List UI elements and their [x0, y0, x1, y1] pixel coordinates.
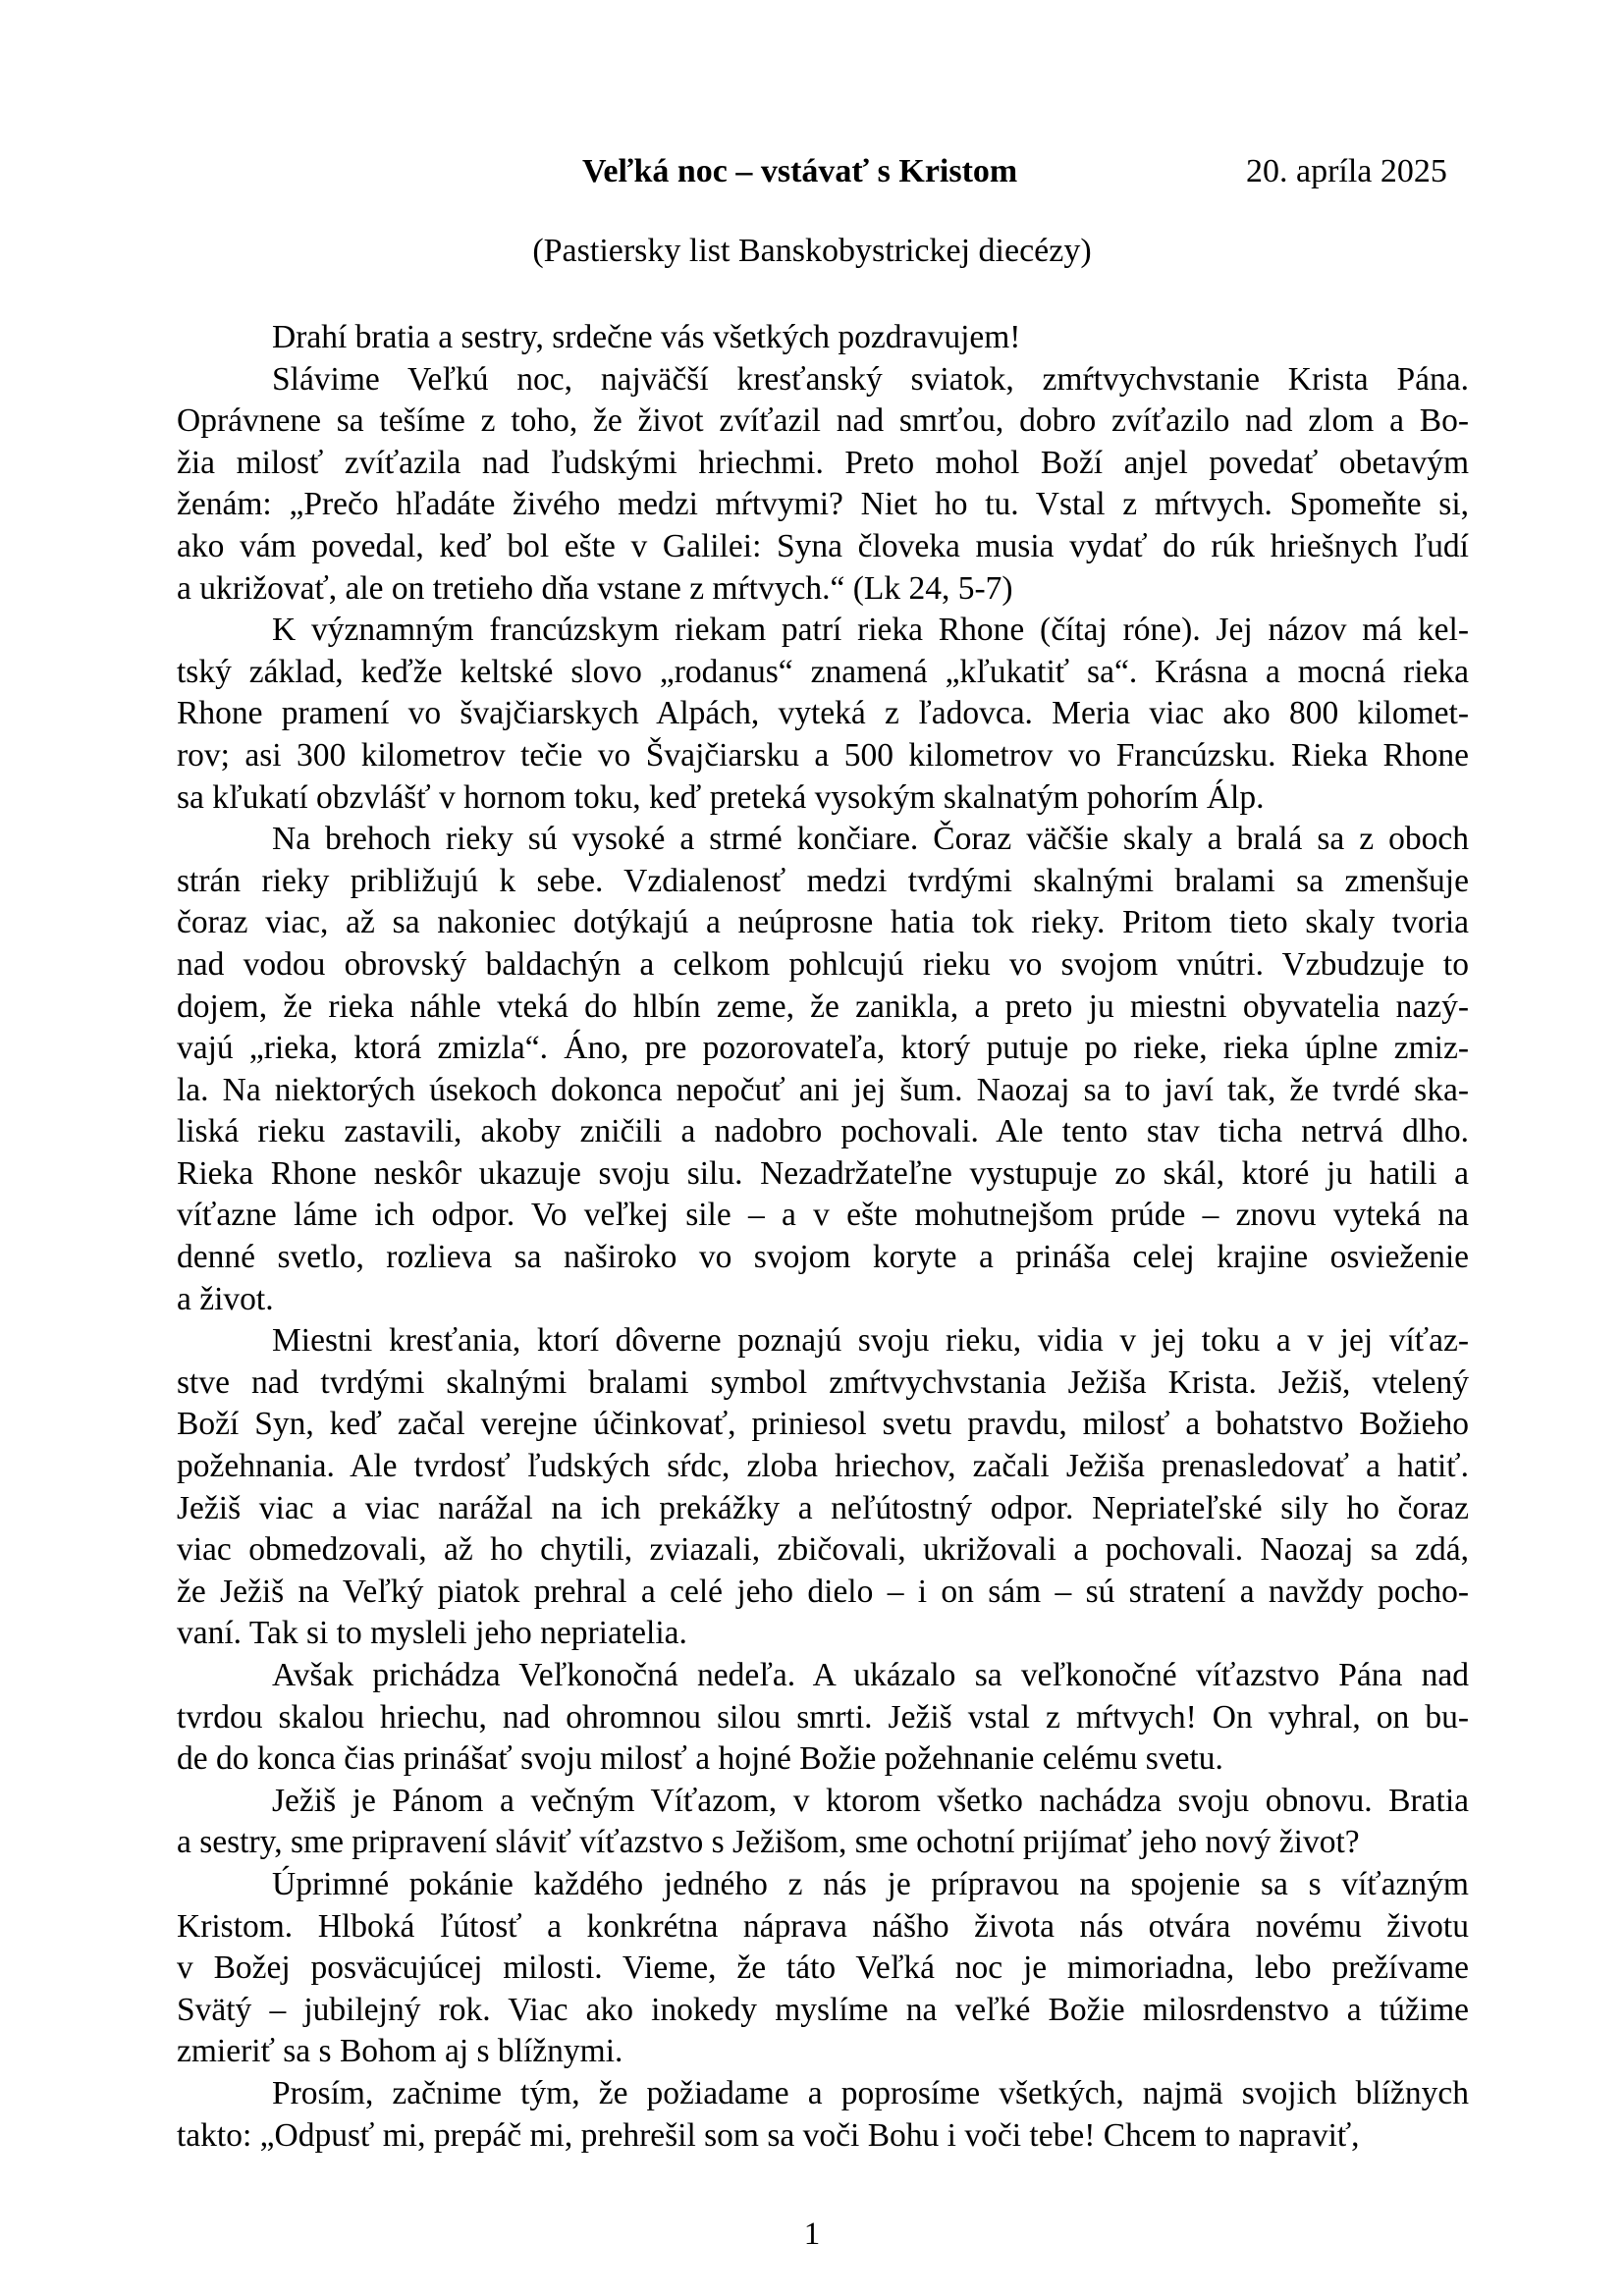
paragraph-line: Úprimné pokánie každého jedného z nás je prípravou na spojenie sa s víťazným — [272, 1865, 1469, 1902]
paragraph — [177, 2073, 1469, 2157]
paragraph-line: zmieriť sa s Bohom aj s blížnymi. — [177, 2033, 623, 2070]
paragraph — [177, 1864, 1469, 2073]
paragraph-line: Na brehoch rieky sú vysoké a strmé končiare. Čoraz väčšie skaly a bralá sa z oboch — [272, 821, 1469, 858]
paragraph — [177, 317, 1469, 359]
paragraph-line: vaní. Tak si to mysleli jeho nepriatelia. — [177, 1615, 687, 1652]
paragraph-line: Prosím, začnime tým, že požiadame a poprosíme všetkých, najmä svojich blížnych — [272, 2074, 1469, 2111]
paragraph — [177, 610, 1469, 819]
paragraph-line: Miestni kresťania, ktorí dôverne poznajú svoju rieku, vidia v jej toku a v jej víťaz- — [272, 1322, 1469, 1360]
paragraph — [177, 819, 1469, 1320]
paragraph-line: a ukrižovať, ale on tretieho dňa vstane z mŕtvych.“ (Lk 24, 5-7) — [177, 569, 1013, 607]
paragraph-line: viac obmedzovali, až ho chytili, zviazali, zbičovali, ukrižovali a pochovali. Naozaj sa zdá, — [177, 1531, 1469, 1569]
paragraph-line: la. Na niektorých úsekoch dokonca nepočuť ani jej šum. Naozaj sa to javí tak, že tvrdé ska- — [177, 1071, 1469, 1108]
paragraph-line: Rieka Rhone neskôr ukazuje svoju silu. Nezadržateľne vystupuje zo skál, ktoré ju hatili a — [177, 1154, 1469, 1192]
document-title: Veľká noc – vstávať s Kristom — [582, 153, 1018, 189]
paragraph-line: Drahí bratia a sestry, srdečne vás všetkých pozdravujem! — [272, 319, 1021, 355]
paragraph-line: vajú „rieka, ktorá zmizla“. Áno, pre pozorovateľa, ktorý putuje po rieke, rieka úplne zmiz- — [177, 1030, 1469, 1067]
paragraph-line: v Božej posväcujúcej milosti. Vieme, že táto Veľká noc je mimoriadna, lebo prežívame — [177, 1949, 1469, 1987]
paragraph-line: rov; asi 300 kilometrov tečie vo Švajčiarsku a 500 kilometrov vo Francúzsku. Rieka Rhone — [177, 736, 1469, 774]
paragraph-line: víťazne láme ich odpor. Vo veľkej sile – a v ešte mohutnejšom prúde – znovu vyteká na — [177, 1197, 1469, 1234]
paragraph-line: čoraz viac, až sa nakoniec dotýkajú a neúprosne hatia tok rieky. Pritom tieto skaly tvoria — [177, 904, 1469, 941]
paragraph-line: de do konca čias prinášať svoju milosť a hojné Božie požehnanie celému svetu. — [177, 1740, 1223, 1778]
paragraph — [177, 1320, 1469, 1655]
paragraph — [177, 1781, 1469, 1864]
document-subtitle: (Pastiersky list Banskobystrickej diecézy) — [532, 233, 1092, 269]
paragraph-line: Oprávnene sa tešíme z toho, že život zvíťazil nad smrťou, dobro zvíťazilo nad zlom a Bo- — [177, 402, 1469, 440]
paragraph-line: strán rieky približujú k sebe. Vzdialenosť medzi tvrdými skalnými bralami sa zmenšuje — [177, 862, 1469, 899]
paragraph-line: Rhone pramení vo švajčiarskych Alpách, vyteká z ľadovca. Meria viac ako 800 kilomet- — [177, 695, 1469, 732]
paragraph-line: ženám: „Prečo hľadáte živého medzi mŕtvymi? Niet ho tu. Vstal z mŕtvych. Spomeňte si, — [177, 486, 1469, 523]
paragraph — [177, 1655, 1469, 1781]
paragraph-line: Slávime Veľkú noc, najväčší kresťanský sviatok, zmŕtvychvstanie Krista Pána. — [272, 360, 1469, 398]
paragraph-line: sa kľukatí obzvlášť v hornom toku, keď preteká vysokým skalnatým pohorím Álp. — [177, 778, 1265, 816]
paragraph-line: tský základ, keďže keltské slovo „rodanus“ znamená „kľukatiť sa“. Krásna a mocná rieka — [177, 653, 1469, 690]
paragraph-line: a sestry, sme pripravení sláviť víťazstvo s Ježišom, sme ochotní prijímať jeho nový život? — [177, 1824, 1360, 1861]
document-body — [177, 317, 1469, 2157]
paragraph-line: Ježiš viac a viac narážal na ich prekážky a neľútostný odpor. Nepriateľské sily ho čoraz — [177, 1489, 1469, 1526]
paragraph-line: K významným francúzskym riekam patrí rieka Rhone (čítaj róne). Jej názov má kel- — [272, 612, 1469, 649]
document-date: 20. apríla 2025 — [1246, 153, 1447, 189]
paragraph-line: stve nad tvrdými skalnými bralami symbol zmŕtvychvstania Ježiša Krista. Ježiš, vtelený — [177, 1363, 1469, 1401]
paragraph-line: a život. — [177, 1280, 274, 1317]
paragraph-line: Svätý – jubilejný rok. Viac ako inokedy myslíme na veľké Božie milosrdenstvo a túžime — [177, 1991, 1469, 2028]
paragraph — [177, 359, 1469, 611]
paragraph-line: Boží Syn, keď začal verejne účinkovať, priniesol svetu pravdu, milosť a bohatstvo Božieho — [177, 1406, 1469, 1443]
paragraph-line: dojem, že rieka náhle vteká do hlbín zeme, že zanikla, a preto ju miestni obyvatelia nazý- — [177, 988, 1469, 1025]
paragraph-line: žia milosť zvíťazila nad ľudskými hriechmi. Preto mohol Boží anjel povedať obetavým — [177, 444, 1469, 481]
paragraph-line: ako vám povedal, keď bol ešte v Galilei: Syna človeka musia vydať do rúk hriešnych ľudí — [177, 527, 1469, 564]
paragraph-line: takto: „Odpusť mi, prepáč mi, prehrešil som sa voči Bohu i voči tebe! Chcem to napraviť, — [177, 2116, 1360, 2154]
paragraph-line: požehnania. Ale tvrdosť ľudských sŕdc, zloba hriechov, začali Ježiša prenasledovať a hatiť. — [177, 1448, 1469, 1485]
paragraph-line: denné svetlo, rozlieva sa naširoko vo svojom koryte a prináša celej krajine osvieženie — [177, 1239, 1469, 1276]
page-number: 1 — [803, 2216, 821, 2252]
paragraph-line: liská rieku zastavili, akoby zničili a nadobro pochovali. Ale tento stav ticha netrvá dlho. — [177, 1113, 1469, 1150]
paragraph-line: nad vodou obrovský baldachýn a celkom pohlcujú rieku vo svojom vnútri. Vzbudzuje to — [177, 945, 1469, 983]
paragraph-line: tvrdou skalou hriechu, nad ohromnou silou smrti. Ježiš vstal z mŕtvych! On vyhral, on bu- — [177, 1698, 1469, 1735]
paragraph-line: Kristom. Hlboká ľútosť a konkrétna náprava nášho života nás otvára novému životu — [177, 1907, 1469, 1945]
paragraph-line: že Ježiš na Veľký piatok prehral a celé jeho dielo – i on sám – sú stratení a navždy pocho- — [177, 1573, 1469, 1610]
paragraph-line: Ježiš je Pánom a večným Víťazom, v ktorom všetko nachádza svoju obnovu. Bratia — [272, 1782, 1469, 1819]
paragraph-line: Avšak prichádza Veľkonočná nedeľa. A ukázalo sa veľkonočné víťazstvo Pána nad — [272, 1657, 1469, 1693]
header — [0, 153, 1624, 196]
